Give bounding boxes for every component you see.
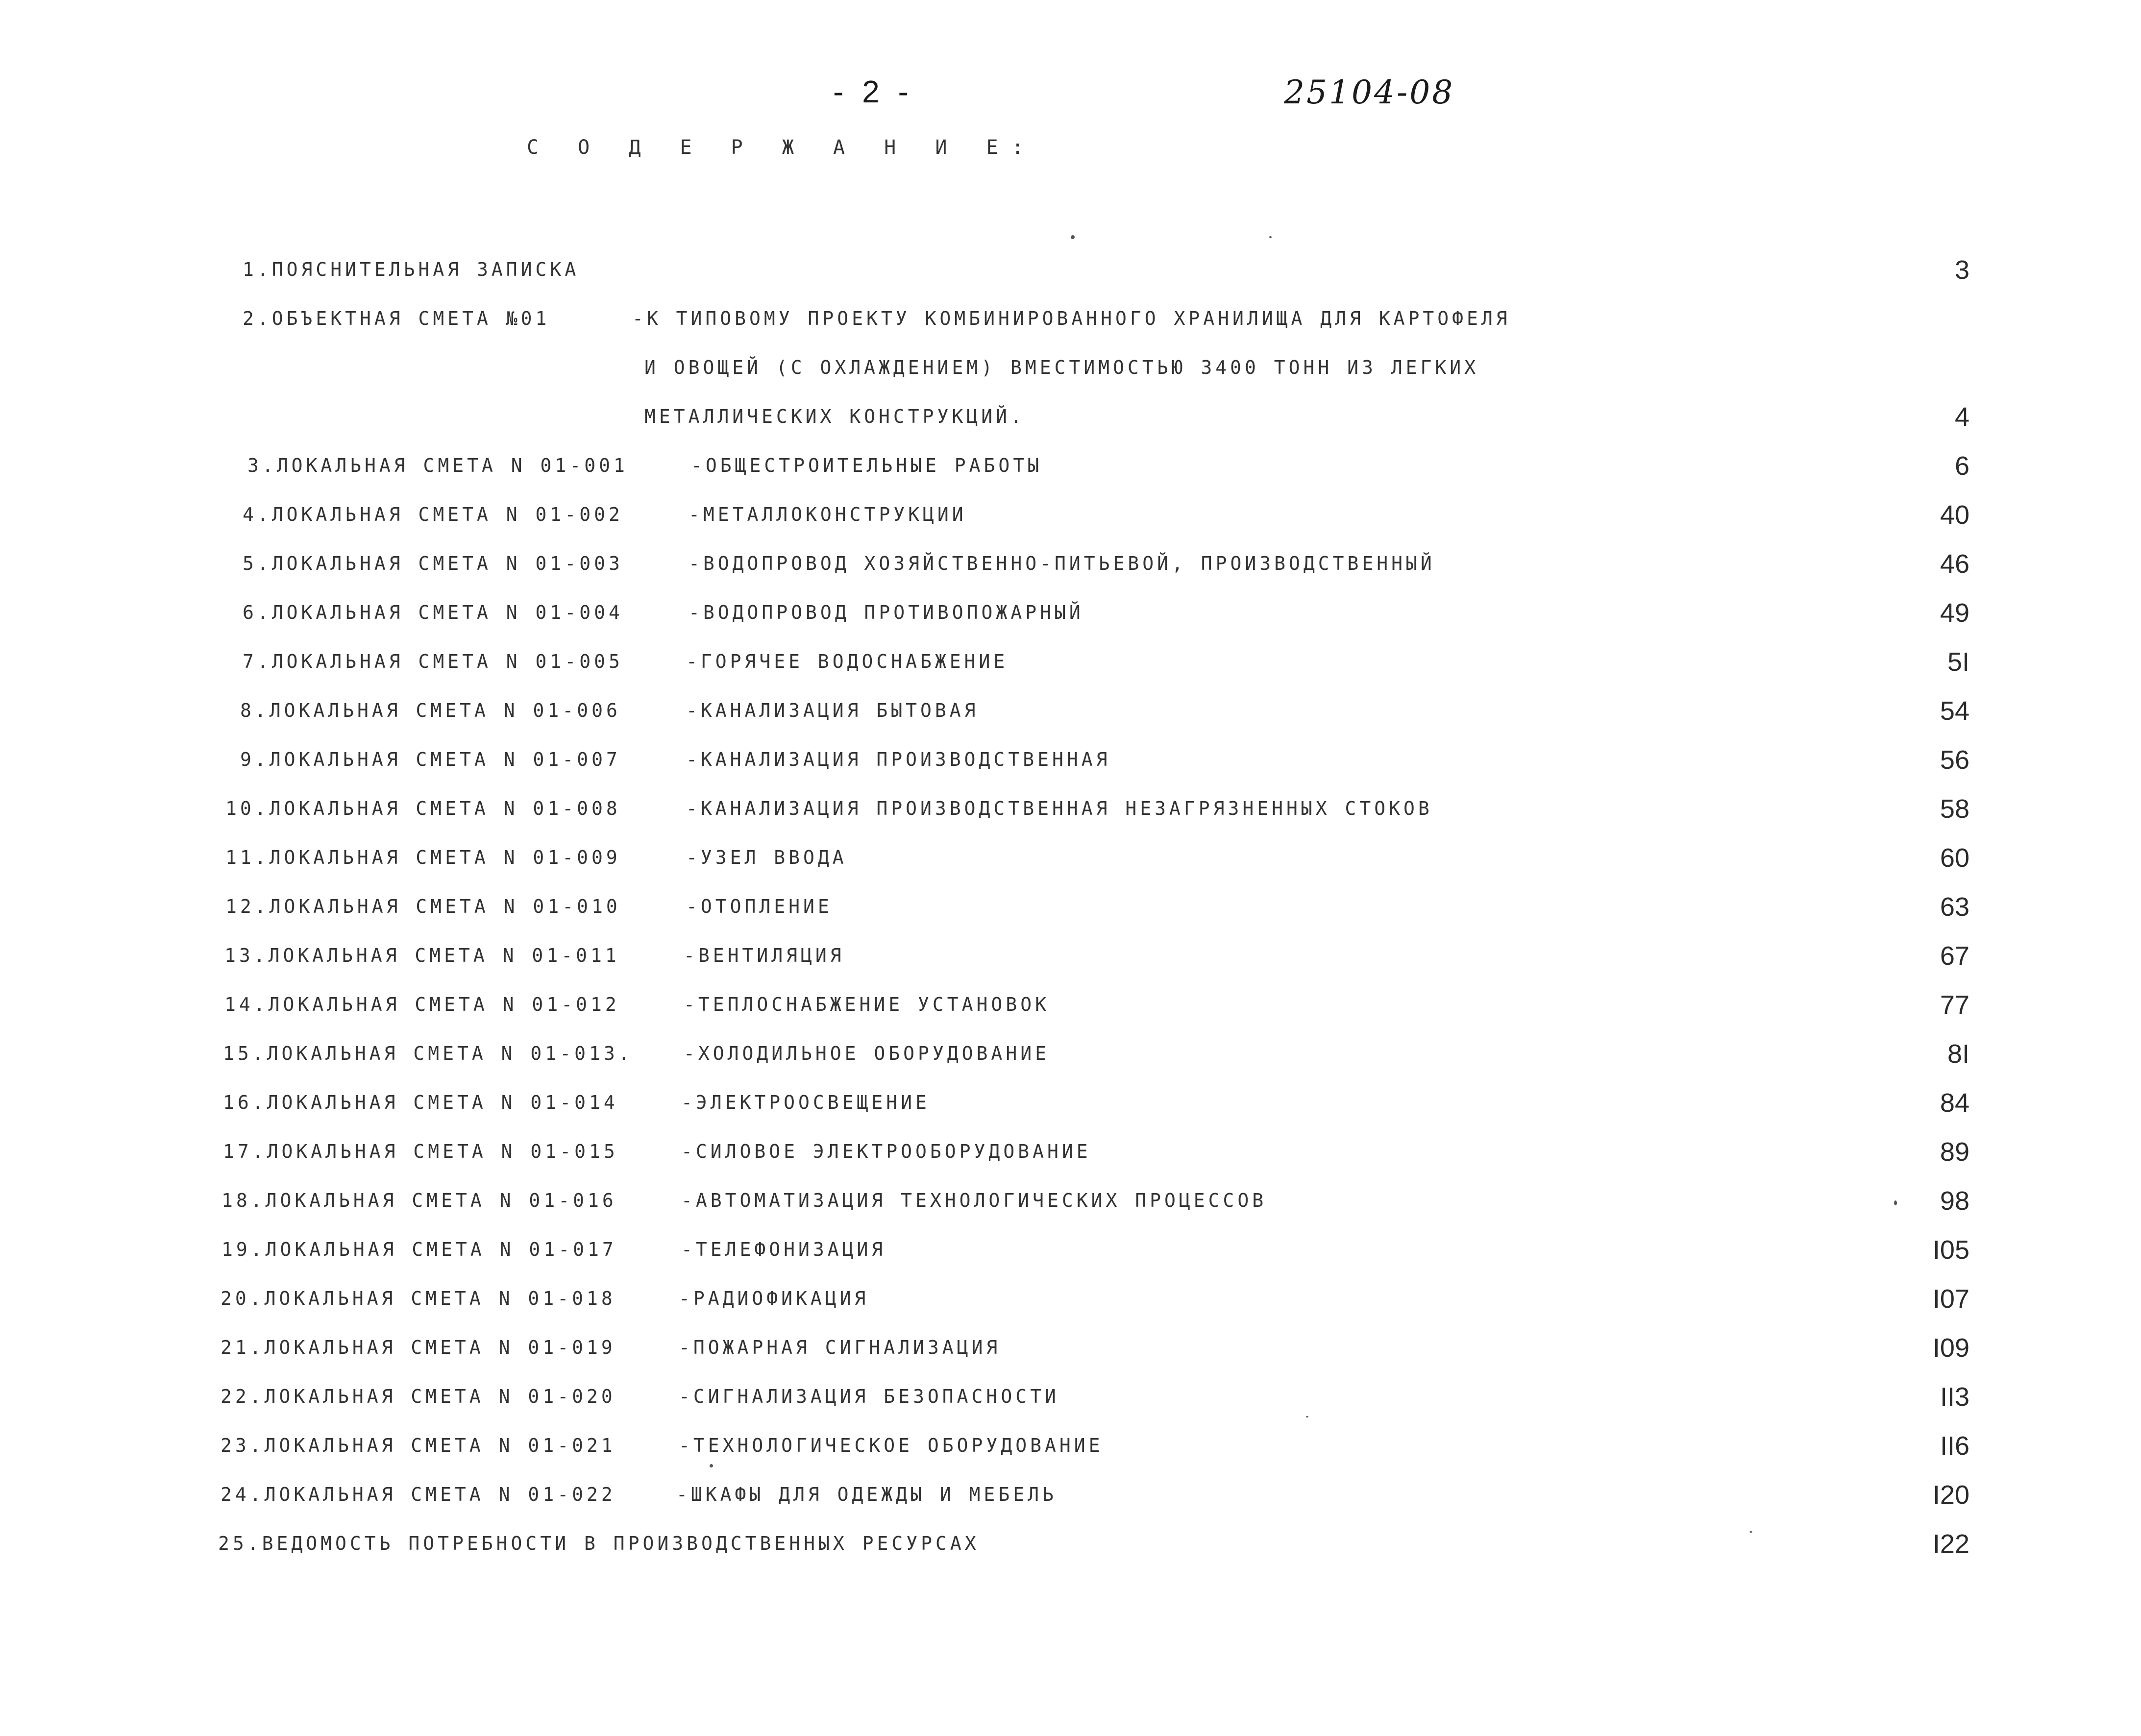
toc-page-number: 49 — [1940, 598, 1969, 628]
toc-item-description: -КАНАЛИЗАЦИЯ ПРОИЗВОДСТВЕННАЯ — [686, 749, 1111, 770]
toc-item-description: -ШКАФЫ ДЛЯ ОДЕЖДЫ И МЕБЕЛЬ — [676, 1484, 1057, 1505]
toc-row — [0, 402, 2141, 440]
toc-row — [0, 1235, 2141, 1273]
toc-row — [0, 549, 2141, 587]
toc-item-label: 3.ЛОКАЛЬНАЯ СМЕТА N 01-001 — [247, 455, 628, 476]
toc-item-description: -ЭЛЕКТРООСВЕЩЕНИЕ — [681, 1092, 930, 1113]
toc-item-label: 10.ЛОКАЛЬНАЯ СМЕТА N 01-008 — [225, 798, 621, 819]
toc-item-description: -КАНАЛИЗАЦИЯ БЫТОВАЯ — [686, 700, 979, 721]
toc-item-description: -ВЕНТИЛЯЦИЯ — [684, 945, 845, 966]
scan-speck — [710, 1464, 713, 1467]
toc-row — [0, 990, 2141, 1028]
toc-row — [0, 843, 2141, 881]
toc-item-label: 1.ПОЯСНИТЕЛЬНАЯ ЗАПИСКА — [243, 259, 580, 280]
toc-row — [0, 1088, 2141, 1126]
toc-item-label: 24.ЛОКАЛЬНАЯ СМЕТА N 01-022 — [221, 1484, 616, 1505]
toc-item-label: 18.ЛОКАЛЬНАЯ СМЕТА N 01-016 — [221, 1190, 617, 1211]
toc-item-description: -УЗЕЛ ВВОДА — [686, 847, 847, 868]
toc-page-number: 46 — [1940, 549, 1969, 579]
toc-item-label: 14.ЛОКАЛЬНАЯ СМЕТА N 01-012 — [224, 994, 620, 1015]
toc-item-description: -АВТОМАТИЗАЦИЯ ТЕХНОЛОГИЧЕСКИХ ПРОЦЕССОВ — [681, 1190, 1267, 1211]
toc-page-number: 4 — [1954, 402, 1969, 432]
page-number: - 2 - — [833, 74, 913, 109]
toc-item-label: 11.ЛОКАЛЬНАЯ СМЕТА N 01-009 — [225, 847, 621, 868]
toc-row — [0, 1137, 2141, 1175]
toc-row — [0, 1382, 2141, 1420]
toc-item-label: 21.ЛОКАЛЬНАЯ СМЕТА N 01-019 — [221, 1337, 616, 1358]
toc-row — [0, 696, 2141, 734]
toc-page-number: 60 — [1940, 843, 1969, 873]
toc-item-label: 19.ЛОКАЛЬНАЯ СМЕТА N 01-017 — [221, 1239, 617, 1260]
toc-item-description: -ТЕХНОЛОГИЧЕСКОЕ ОБОРУДОВАНИЕ — [679, 1435, 1104, 1456]
toc-row — [0, 255, 2141, 293]
toc-item-label: 13.ЛОКАЛЬНАЯ СМЕТА N 01-011 — [224, 945, 620, 966]
toc-item-label: 23.ЛОКАЛЬНАЯ СМЕТА N 01-021 — [221, 1435, 616, 1456]
toc-page-number: 56 — [1940, 745, 1969, 775]
toc-row — [0, 1284, 2141, 1322]
toc-row — [0, 1333, 2141, 1371]
toc-item-label: 4.ЛОКАЛЬНАЯ СМЕТА N 01-002 — [243, 504, 623, 525]
toc-item-description: -ТЕЛЕФОНИЗАЦИЯ — [681, 1239, 886, 1260]
toc-item-label: 2.ОБЪЕКТНАЯ СМЕТА №01 — [243, 308, 550, 329]
toc-page-number: 84 — [1940, 1088, 1969, 1118]
toc-item-description: -МЕТАЛЛОКОНСТРУКЦИИ — [689, 504, 967, 525]
toc-page-number: 5I — [1947, 647, 1969, 677]
page-title: С О Д Е Р Ж А Н И Е: — [527, 136, 1037, 159]
toc-item-description: -ВОДОПРОВОД ХОЗЯЙСТВЕННО-ПИТЬЕВОЙ, ПРОИЗВОДСТВЕННЫЙ — [689, 553, 1435, 574]
toc-row — [0, 941, 2141, 979]
toc-item-description: -ОТОПЛЕНИЕ — [686, 896, 833, 917]
scan-speck — [1269, 236, 1272, 238]
toc-item-label: 6.ЛОКАЛЬНАЯ СМЕТА N 01-004 — [243, 602, 623, 623]
toc-item-description: И ОВОЩЕЙ (С ОХЛАЖДЕНИЕМ) ВМЕСТИМОСТЬЮ 3400 ТОНН ИЗ ЛЕГКИХ — [644, 357, 1479, 378]
toc-page-number: II6 — [1940, 1431, 1969, 1461]
toc-item-label: 16.ЛОКАЛЬНАЯ СМЕТА N 01-014 — [223, 1092, 618, 1113]
toc-page-number: I22 — [1932, 1529, 1969, 1559]
toc-row — [0, 1480, 2141, 1518]
toc-item-description: -СИГНАЛИЗАЦИЯ БЕЗОПАСНОСТИ — [679, 1386, 1059, 1407]
toc-item-description: -ГОРЯЧЕЕ ВОДОСНАБЖЕНИЕ — [686, 651, 1009, 672]
toc-item-label: 12.ЛОКАЛЬНАЯ СМЕТА N 01-010 — [225, 896, 621, 917]
toc-row — [0, 1431, 2141, 1469]
toc-row — [0, 451, 2141, 489]
toc-page-number: I07 — [1932, 1284, 1969, 1314]
toc-row — [0, 745, 2141, 783]
toc-row — [0, 1186, 2141, 1224]
scan-speck — [1306, 1416, 1308, 1418]
toc-page-number: 77 — [1940, 990, 1969, 1020]
toc-page-number: 54 — [1940, 696, 1969, 726]
toc-page-number: 8I — [1947, 1039, 1969, 1069]
scan-speck — [1894, 1200, 1897, 1205]
toc-page-number: II3 — [1940, 1382, 1969, 1412]
toc-page-number: 40 — [1940, 500, 1969, 530]
toc-row — [0, 1039, 2141, 1077]
toc-page-number: I09 — [1932, 1333, 1969, 1363]
toc-item-description: -К ТИПОВОМУ ПРОЕКТУ КОМБИНИРОВАННОГО ХРАНИЛИЩА ДЛЯ КАРТОФЕЛЯ — [632, 308, 1511, 329]
toc-item-label: 15.ЛОКАЛЬНАЯ СМЕТА N 01-013. — [223, 1043, 633, 1064]
toc-item-label: 22.ЛОКАЛЬНАЯ СМЕТА N 01-020 — [221, 1386, 616, 1407]
toc-page-number: 63 — [1940, 892, 1969, 922]
toc-page-number: 89 — [1940, 1137, 1969, 1167]
toc-page-number: 3 — [1954, 255, 1969, 285]
toc-page-number: I20 — [1932, 1480, 1969, 1510]
toc-row — [0, 794, 2141, 832]
toc-item-description: -ОБЩЕСТРОИТЕЛЬНЫЕ РАБОТЫ — [691, 455, 1043, 476]
toc-page-number: I05 — [1932, 1235, 1969, 1265]
toc-page-number: 98 — [1940, 1186, 1969, 1216]
toc-item-label: 9.ЛОКАЛЬНАЯ СМЕТА N 01-007 — [240, 749, 621, 770]
toc-item-label: 5.ЛОКАЛЬНАЯ СМЕТА N 01-003 — [243, 553, 623, 574]
toc-page-number: 67 — [1940, 941, 1969, 971]
toc-page-number: 58 — [1940, 794, 1969, 824]
toc-row — [0, 598, 2141, 636]
scan-speck — [1071, 235, 1075, 239]
toc-item-label: 8.ЛОКАЛЬНАЯ СМЕТА N 01-006 — [240, 700, 621, 721]
toc-item-description: МЕТАЛЛИЧЕСКИХ КОНСТРУКЦИЙ. — [644, 406, 1025, 427]
toc-row — [0, 892, 2141, 930]
toc-item-description: -РАДИОФИКАЦИЯ — [679, 1288, 869, 1309]
toc-item-description: -ВОДОПРОВОД ПРОТИВОПОЖАРНЫЙ — [689, 602, 1084, 623]
toc-item-description: -КАНАЛИЗАЦИЯ ПРОИЗВОДСТВЕННАЯ НЕЗАГРЯЗНЕННЫХ СТОКОВ — [686, 798, 1433, 819]
toc-row — [0, 500, 2141, 538]
toc-item-description: -ХОЛОДИЛЬНОЕ ОБОРУДОВАНИЕ — [684, 1043, 1050, 1064]
toc-row — [0, 308, 2141, 342]
document-code: 25104-08 — [1284, 73, 1455, 111]
toc-item-label: 20.ЛОКАЛЬНАЯ СМЕТА N 01-018 — [221, 1288, 616, 1309]
toc-item-label: 7.ЛОКАЛЬНАЯ СМЕТА N 01-005 — [243, 651, 623, 672]
toc-row — [0, 357, 2141, 391]
scan-speck — [1749, 1531, 1752, 1533]
toc-item-description: -СИЛОВОЕ ЭЛЕКТРООБОРУДОВАНИЕ — [681, 1141, 1091, 1162]
toc-page-number: 6 — [1954, 451, 1969, 481]
toc-item-label: 25.ВЕДОМОСТЬ ПОТРЕБНОСТИ В ПРОИЗВОДСТВЕННЫХ РЕСУРСАХ — [218, 1533, 980, 1554]
toc-item-label: 17.ЛОКАЛЬНАЯ СМЕТА N 01-015 — [223, 1141, 618, 1162]
toc-item-description: -ПОЖАРНАЯ СИГНАЛИЗАЦИЯ — [679, 1337, 1001, 1358]
toc-row — [0, 647, 2141, 685]
toc-item-description: -ТЕПЛОСНАБЖЕНИЕ УСТАНОВОК — [684, 994, 1050, 1015]
toc-row — [0, 1529, 2141, 1567]
